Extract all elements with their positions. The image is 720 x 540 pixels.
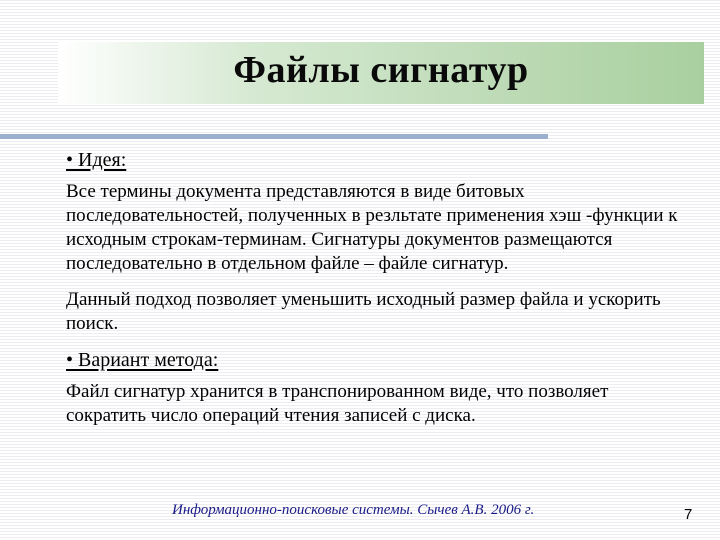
idea-heading: • Идея: <box>66 149 127 171</box>
slide-title: Файлы сигнатур <box>233 49 529 91</box>
idea-paragraph-2: Данный подход позволяет уменьшить исходный размер файла и ускорить поиск. <box>66 289 661 334</box>
idea-paragraph-1: Все термины документа представляются в виде битовых последовательностей, полученных в резльтате применения хэш -функции к исходным строкам-терминам. Сигнатуры документов размещаются последовательно в отдельном файле – файле сигнатур. <box>66 181 678 274</box>
slide-content <box>66 148 686 428</box>
title-bar <box>58 42 704 104</box>
page-number: 7 <box>684 506 693 523</box>
variant-heading: • Вариант метода: <box>66 349 219 371</box>
divider-bar <box>0 134 548 139</box>
variant-paragraph: Файл сигнатур хранится в транспонированном виде, что позволяет сократить число операций чтения записей с диска. <box>66 381 609 426</box>
footer-text: Информационно-поисковые системы. Сычев А.В. 2006 г. <box>172 502 535 518</box>
